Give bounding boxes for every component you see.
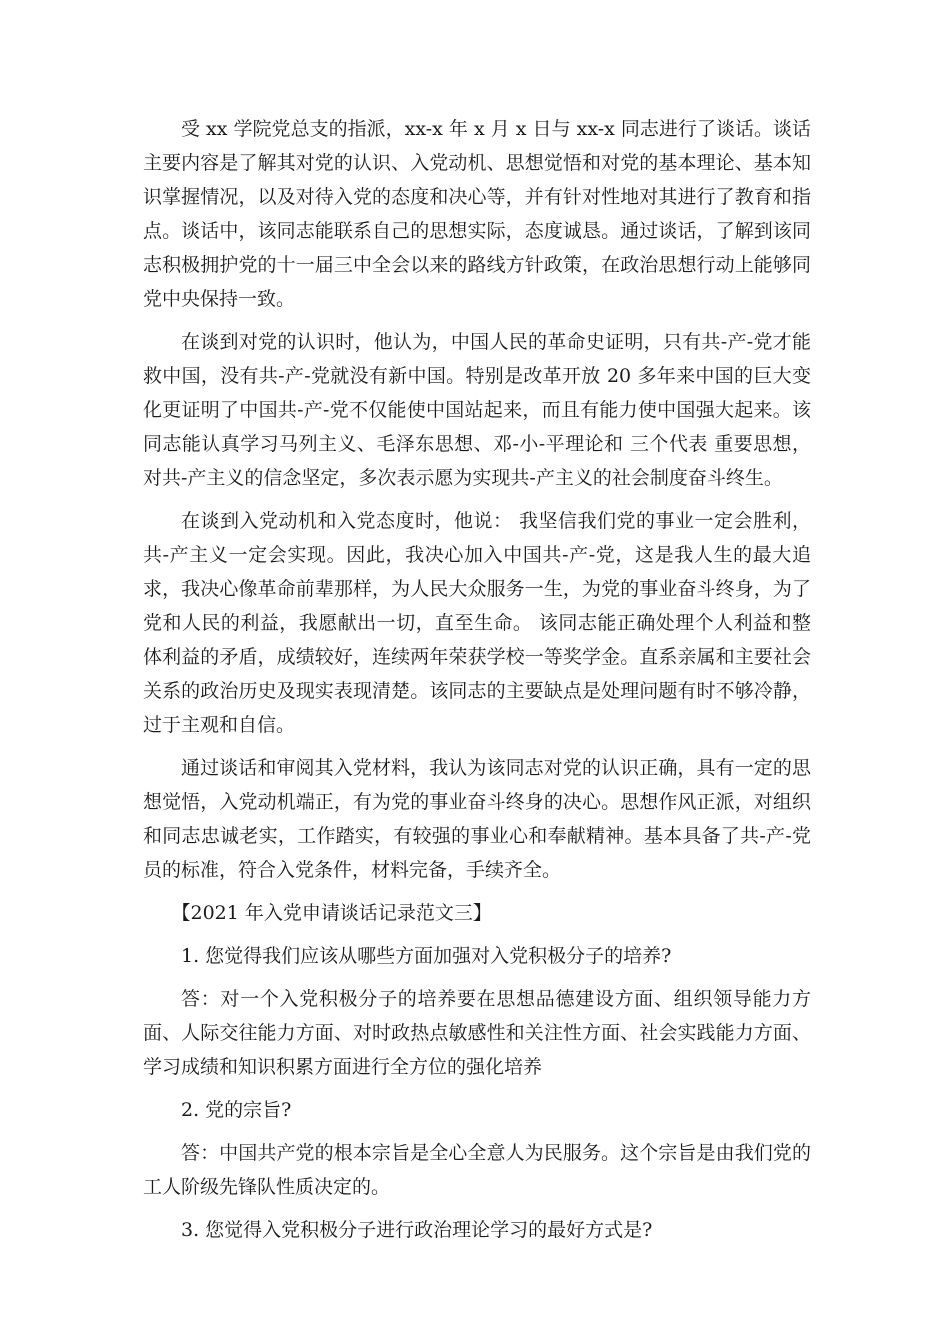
- answer-item: 答：对一个入党积极分子的培养要在思想品德建设方面、组织领导能力方面、人际交往能力方面、对时政热点敏感性和关注性方面、社会实践能力方面、学习成绩和知识积累方面进行全方位的强化培养: [143, 988, 811, 1078]
- body-paragraph: 在谈到入党动机和入党态度时，他说： 我坚信我们党的事业一定会胜利，共-产主义一定会实现。因此，我决心加入中国共-产-党，这是我人生的最大追求，我决心像革命前辈那样，为人民大众服务一生，为党的事业奋斗终身，为了党和人民的利益，我愿献出一切，直至生命。 该同志能正确处理个人利益和整体利益的矛盾，成绩较好，连续两年荣获学校一等奖学金。直系亲属和主要社会关系的政治历史及现实表现清楚。该同志的主要缺点是处理问题有时不够冷静，过于主观和自信。: [143, 510, 811, 736]
- body-paragraph: 通过谈话和审阅其入党材料，我认为该同志对党的认识正确，具有一定的思想觉悟，入党动机端正，有为党的事业奋斗终身的决心。思想作风正派，对组织和同志忠诚老实，工作踏实，有较强的事业心和奉献精神。基本具备了共-产-党员的标准，符合入党条件，材料完备，手续齐全。: [143, 757, 811, 881]
- question-item: 2. 党的宗旨?: [181, 1099, 292, 1121]
- question-item: 3. 您觉得入党积极分子进行政治理论学习的最好方式是?: [181, 1219, 653, 1241]
- section-heading: 【2021 年入党申请谈话记录范文三】: [171, 902, 492, 924]
- document-body: [143, 112, 811, 1256]
- answer-item: 答：中国共产党的根本宗旨是全心全意人为民服务。这个宗旨是由我们党的工人阶级先锋队性质决定的。: [143, 1142, 811, 1198]
- body-paragraph: 在谈到对党的认识时，他认为，中国人民的革命史证明，只有共-产-党才能救中国，没有共-产-党就没有新中国。特别是改革开放 20 多年来中国的巨大变化更证明了中国共-产-党不仅能使中国站起来，而且有能力使中国强大起来。该同志能认真学习马列主义、毛泽东思想、邓-小-平理论和 三个代表 重要思想，对共-产主义的信念坚定，多次表示愿为实现共-产主义的社会制度奋斗终生。: [143, 331, 811, 489]
- body-paragraph: 受 xx 学院党总支的指派，xx-x 年 x 月 x 日与 xx-x 同志进行了谈话。谈话主要内容是了解其对党的认识、入党动机、思想觉悟和对党的基本理论、基本知识掌握情况，以及对待入党的态度和决心等，并有针对性地对其进行了教育和指点。谈话中，该同志能联系自己的思想实际，态度诚恳。通过谈话，了解到该同志积极拥护党的十一届三中全会以来的路线方针政策，在政治思想行动上能够同党中央保持一致。: [143, 118, 811, 310]
- question-item: 1. 您觉得我们应该从哪些方面加强对入党积极分子的培养?: [181, 945, 672, 967]
